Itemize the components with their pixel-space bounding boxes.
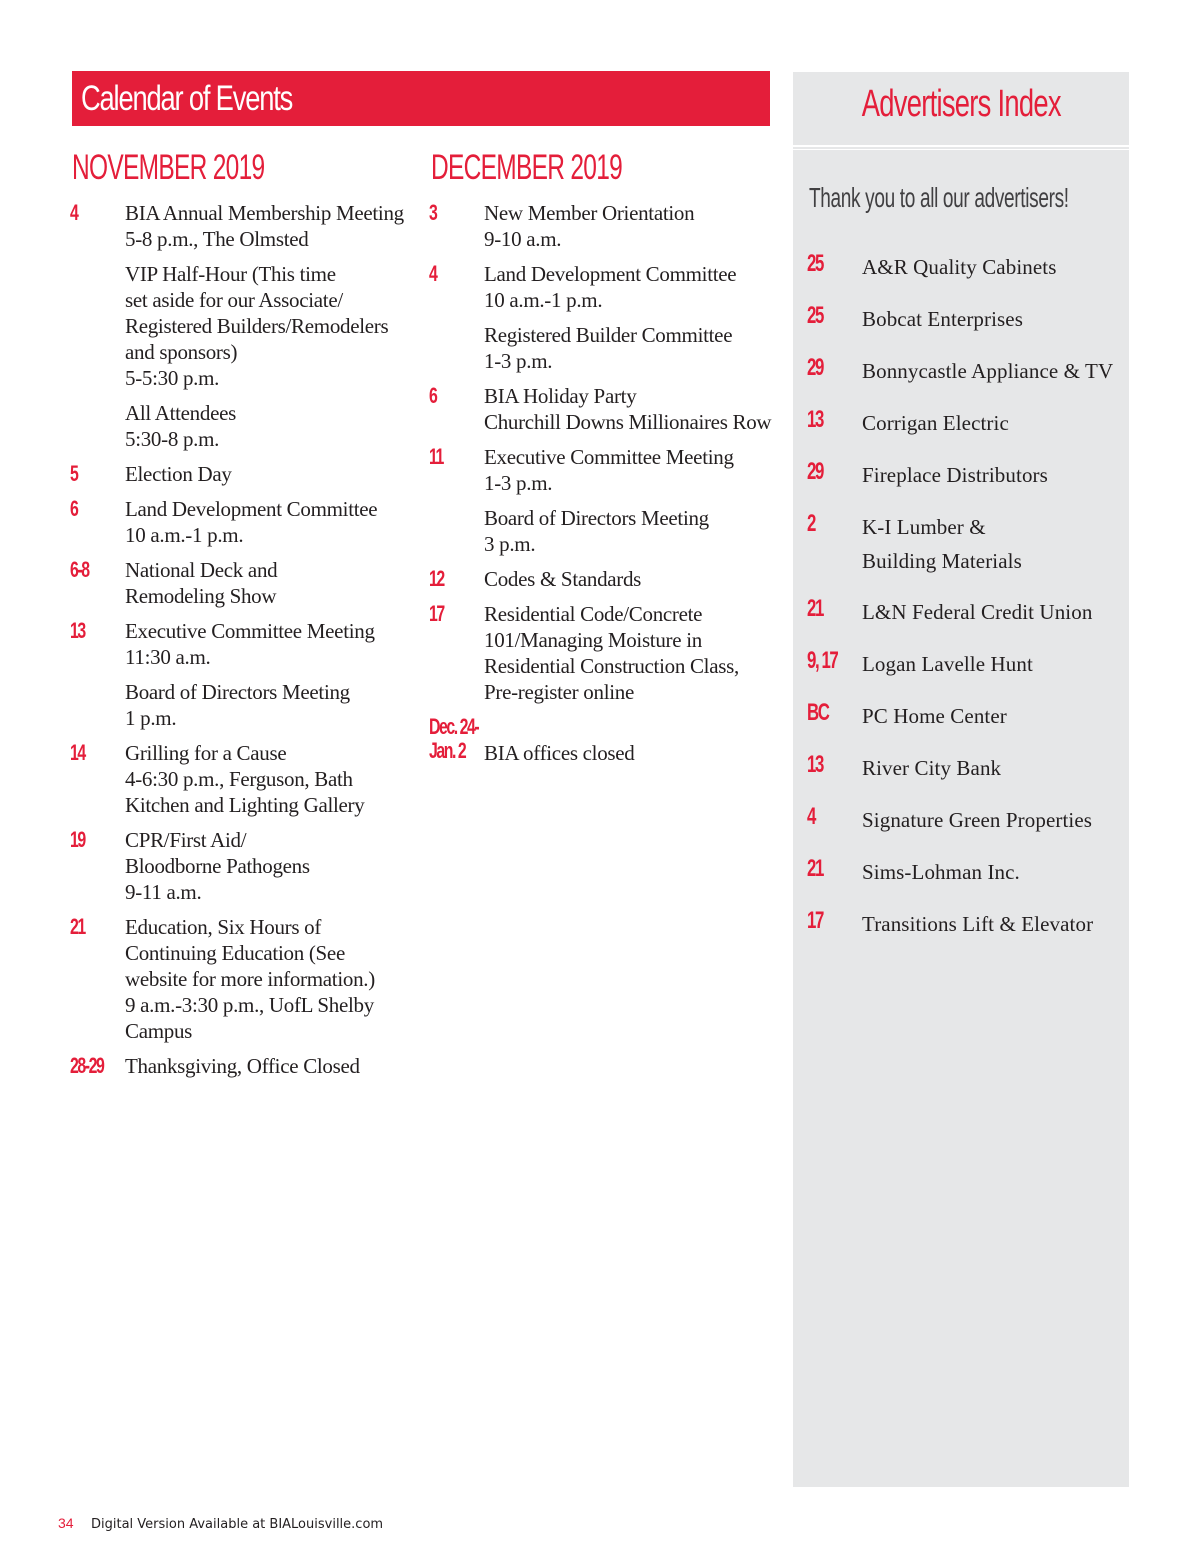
event-description: Land Development Committee 10 a.m.-1 p.m. xyxy=(484,262,737,312)
calendar-header xyxy=(72,71,770,126)
november-column xyxy=(72,150,417,1088)
footer-text: Digital Version Available at BIALouisville.com xyxy=(91,1517,384,1532)
advertiser-page: 17 xyxy=(807,907,823,934)
advertisers-title: Advertisers Index xyxy=(861,83,1061,125)
december-events xyxy=(431,200,781,766)
divider xyxy=(793,149,1129,150)
advertiser-page: 2 xyxy=(807,510,815,537)
advertiser-page: 21 xyxy=(807,595,823,622)
event-description: All Attendees 5:30-8 p.m. xyxy=(125,401,236,451)
event-date: 13 xyxy=(70,618,85,643)
advertiser-page: 29 xyxy=(807,458,823,485)
calendar-event xyxy=(72,461,417,487)
calendar-title: Calendar of Events xyxy=(81,79,293,118)
event-description: Board of Directors Meeting 1 p.m. xyxy=(125,680,350,730)
event-description: Education, Six Hours of Continuing Education (See website for more information.) 9 a.m.-3:30 p.m., UofL Shelby Campus xyxy=(125,915,375,1043)
advertiser-name: A&R Quality Cabinets xyxy=(862,255,1057,279)
event-date: 19 xyxy=(70,827,85,852)
advertiser-name: River City Bank xyxy=(862,756,1002,780)
advertiser-page: 4 xyxy=(807,803,815,830)
event-date: 4 xyxy=(429,261,437,286)
event-date: 11 xyxy=(429,444,443,469)
advertiser-name: Bobcat Enterprises xyxy=(862,307,1024,331)
advertiser-item xyxy=(807,458,1123,492)
calendar-event xyxy=(72,496,417,548)
event-description: Codes & Standards xyxy=(484,567,642,591)
advertiser-item xyxy=(807,855,1123,889)
advertiser-page: 21 xyxy=(807,855,823,882)
advertiser-item xyxy=(807,595,1123,629)
event-date: Dec. 24- Jan. 2 xyxy=(429,714,479,763)
event-date: 4 xyxy=(70,200,78,225)
calendar-event xyxy=(431,261,781,374)
event-description: New Member Orientation 9-10 a.m. xyxy=(484,201,695,251)
advertiser-item xyxy=(807,510,1123,578)
december-column xyxy=(431,150,781,775)
advertiser-page: 13 xyxy=(807,406,823,433)
event-date: 21 xyxy=(70,914,85,939)
calendar-event xyxy=(72,618,417,731)
event-date: 5 xyxy=(70,461,78,486)
november-heading: NOVEMBER 2019 xyxy=(72,148,265,187)
advertiser-name: K-I Lumber & Building Materials xyxy=(862,515,1022,573)
event-description: Thanksgiving, Office Closed xyxy=(125,1054,360,1078)
advertiser-name: L&N Federal Credit Union xyxy=(862,600,1093,624)
advertiser-page: 13 xyxy=(807,751,823,778)
event-description: VIP Half-Hour (This time set aside for our Associate/ Registered Builders/Remodelers and sponsors) 5-5:30 p.m. xyxy=(125,262,389,390)
event-date: 12 xyxy=(429,566,444,591)
calendar-event xyxy=(431,714,781,766)
event-date: 17 xyxy=(429,601,444,626)
event-description: BIA Holiday Party Churchill Downs Millionaires Row xyxy=(484,384,772,434)
advertiser-item xyxy=(807,647,1123,681)
divider xyxy=(793,145,1129,147)
event-description: Board of Directors Meeting 3 p.m. xyxy=(484,506,709,556)
calendar-event xyxy=(431,601,781,705)
advertiser-item xyxy=(807,803,1123,837)
event-description: Registered Builder Committee 1-3 p.m. xyxy=(484,323,733,373)
event-description: BIA offices closed xyxy=(484,741,635,765)
advertiser-page: 9, 17 xyxy=(807,647,838,674)
event-date: 6-8 xyxy=(70,557,89,582)
advertiser-item xyxy=(807,406,1123,440)
event-description: Executive Committee Meeting 11:30 a.m. xyxy=(125,619,375,669)
advertiser-name: Sims-Lohman Inc. xyxy=(862,860,1020,884)
calendar-event xyxy=(72,200,417,452)
event-description: Land Development Committee 10 a.m.-1 p.m. xyxy=(125,497,378,547)
advertiser-item xyxy=(807,302,1123,336)
event-date: 3 xyxy=(429,200,437,225)
calendar-event xyxy=(72,1053,417,1079)
event-description: Grilling for a Cause 4-6:30 p.m., Ferguson, Bath Kitchen and Lighting Gallery xyxy=(125,741,365,817)
page-number: 34 xyxy=(58,1515,74,1531)
event-description: Executive Committee Meeting 1-3 p.m. xyxy=(484,445,734,495)
advertiser-page: 25 xyxy=(807,250,823,277)
calendar-event xyxy=(72,740,417,818)
event-date: 14 xyxy=(70,740,85,765)
advertisers-thanks: Thank you to all our advertisers! xyxy=(809,182,1069,213)
calendar-event xyxy=(72,914,417,1044)
advertiser-item xyxy=(807,751,1123,785)
calendar-event xyxy=(72,827,417,905)
calendar-event xyxy=(431,566,781,592)
event-date: 6 xyxy=(70,496,78,521)
advertiser-name: Bonnycastle Appliance & TV xyxy=(862,359,1114,383)
advertiser-item xyxy=(807,354,1123,388)
advertiser-name: Signature Green Properties xyxy=(862,808,1093,832)
calendar-event xyxy=(431,444,781,557)
november-events xyxy=(72,200,417,1079)
calendar-event xyxy=(72,557,417,609)
page-footer xyxy=(58,1515,383,1533)
advertiser-item xyxy=(807,907,1123,941)
advertiser-name: PC Home Center xyxy=(862,704,1007,728)
advertiser-page: BC xyxy=(807,699,829,726)
event-description: CPR/First Aid/ Bloodborne Pathogens 9-11 a.m. xyxy=(125,828,310,904)
advertisers-list xyxy=(807,250,1123,959)
advertiser-page: 29 xyxy=(807,354,823,381)
advertiser-name: Corrigan Electric xyxy=(862,411,1009,435)
event-description: National Deck and Remodeling Show xyxy=(125,558,278,608)
advertiser-item xyxy=(807,699,1123,733)
event-date: 6 xyxy=(429,383,437,408)
calendar-event xyxy=(431,200,781,252)
advertiser-name: Fireplace Distributors xyxy=(862,463,1048,487)
december-heading: DECEMBER 2019 xyxy=(431,148,623,187)
event-description: Election Day xyxy=(125,462,232,486)
event-description: Residential Code/Concrete 101/Managing Moisture in Residential Construction Class, Pre-register online xyxy=(484,602,739,704)
event-date: 28-29 xyxy=(70,1053,104,1078)
advertiser-name: Logan Lavelle Hunt xyxy=(862,652,1033,676)
advertiser-page: 25 xyxy=(807,302,823,329)
advertiser-item xyxy=(807,250,1123,284)
advertiser-name: Transitions Lift & Elevator xyxy=(862,912,1094,936)
event-description: BIA Annual Membership Meeting 5-8 p.m., The Olmsted xyxy=(125,201,404,251)
advertisers-sidebar xyxy=(793,72,1129,1487)
calendar-event xyxy=(431,383,781,435)
